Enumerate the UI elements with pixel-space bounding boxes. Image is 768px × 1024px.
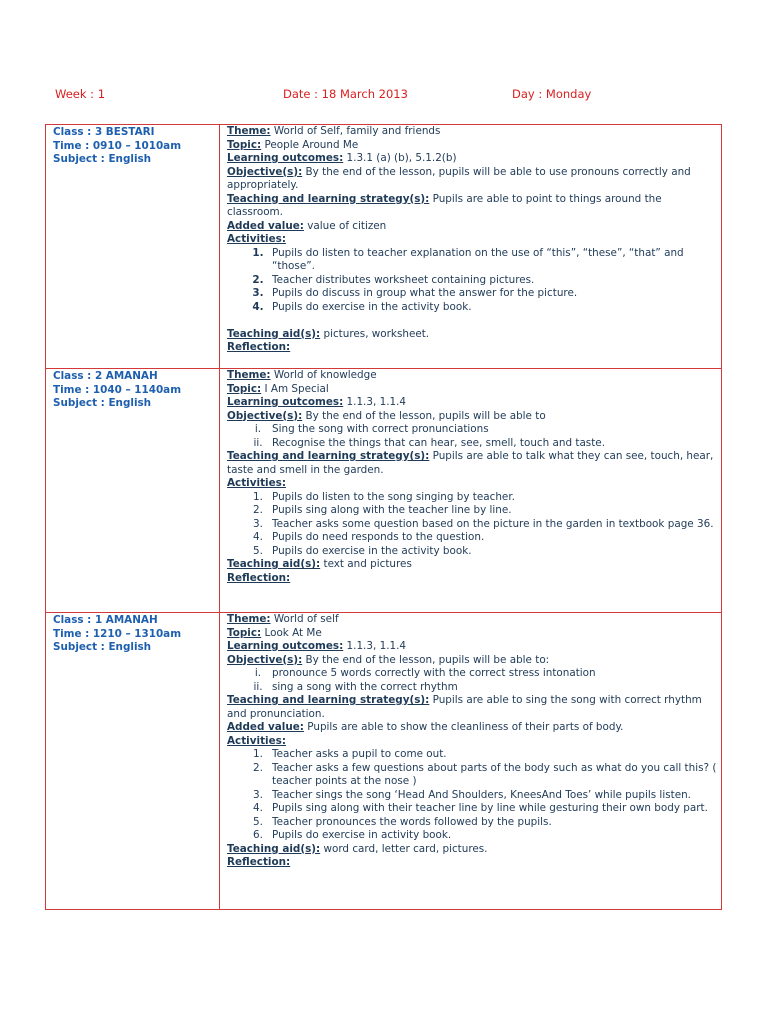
topic-value: People Around Me xyxy=(261,138,359,151)
activity-item xyxy=(227,762,717,789)
outcomes-label: Learning outcomes: xyxy=(227,152,344,164)
objective-value: By the end of the lesson, pupils will be able to xyxy=(302,409,546,422)
activity-text: Pupils do exercise in the activity book. xyxy=(272,300,472,313)
value-label: Added value: xyxy=(227,219,304,232)
objective-number: ii. xyxy=(253,680,263,693)
aids-label: Teaching aid(s): xyxy=(227,558,321,570)
topic-line xyxy=(227,139,717,153)
strategy-line xyxy=(227,450,717,477)
aids-value: pictures, worksheet. xyxy=(320,327,430,340)
aids-line xyxy=(227,558,717,572)
activity-item xyxy=(227,504,717,518)
activity-number: 5. xyxy=(253,544,263,557)
value-label: Added value: xyxy=(227,721,304,733)
aids-value: word card, letter card, pictures. xyxy=(320,842,488,855)
aids-line xyxy=(227,328,717,342)
activities-label: Activities: xyxy=(227,734,286,747)
activity-item xyxy=(227,531,717,545)
aids-label: Teaching aid(s): xyxy=(227,327,321,340)
outcomes-label: Learning outcomes: xyxy=(227,640,344,652)
activity-number: 6. xyxy=(253,829,263,841)
activity-number: 1. xyxy=(253,748,263,760)
topic-line xyxy=(227,383,717,397)
activity-item xyxy=(227,287,717,301)
strategy-value: Pupils are able to talk what they can see, touch, hear, taste and smell in the garden. xyxy=(227,450,714,476)
objective-number: i. xyxy=(254,667,262,679)
theme-value: World of Self, family and friends xyxy=(270,125,441,137)
time-label: Time : 1210 – 1310am xyxy=(53,627,182,640)
activity-text: Pupils sing along with the teacher line by line. xyxy=(272,504,512,516)
objective-text: Recognise the things that can hear, see, smell, touch and taste. xyxy=(272,436,605,449)
objective-line xyxy=(227,166,717,193)
activity-text: Teacher distributes worksheet containing pictures. xyxy=(272,273,535,286)
class-label: Class : 3 BESTARI xyxy=(53,126,155,138)
theme-label: Theme: xyxy=(227,369,271,381)
theme-line xyxy=(227,613,717,627)
time-label: Time : 0910 – 1010am xyxy=(53,139,182,152)
lesson-content-cell xyxy=(220,125,722,369)
activity-text: Pupils do listen to the song singing by teacher. xyxy=(272,490,515,503)
strategy-label: Teaching and learning strategy(s): xyxy=(227,694,430,706)
reflection-label: Reflection: xyxy=(227,341,291,353)
class-info-cell xyxy=(46,369,220,613)
activity-number: 2. xyxy=(253,504,263,516)
topic-value: I Am Special xyxy=(261,382,329,395)
aids-line xyxy=(227,843,717,857)
activity-item xyxy=(227,491,717,505)
outcomes-line xyxy=(227,152,717,166)
activities-label: Activities: xyxy=(227,477,286,489)
strategy-label: Teaching and learning strategy(s): xyxy=(227,192,430,205)
activity-item xyxy=(227,802,717,816)
page-header xyxy=(0,87,768,103)
class-info-cell xyxy=(46,125,220,369)
activity-item xyxy=(227,748,717,762)
activity-text: Teacher asks some question based on the picture in the garden in textbook page 36. xyxy=(272,517,714,530)
activity-text: Teacher asks a few questions about parts of the body such as what do you call this? ( teacher points at the nose ) xyxy=(272,761,717,787)
activity-number: 3. xyxy=(253,517,263,530)
objective-item xyxy=(227,437,717,451)
date-label: Date : 18 March 2013 xyxy=(283,87,408,101)
activity-item xyxy=(227,545,717,559)
objective-item xyxy=(227,667,717,681)
reflection-label: Reflection: xyxy=(227,571,291,584)
objective-line xyxy=(227,654,717,668)
week-label: Week : 1 xyxy=(55,87,106,101)
value-line xyxy=(227,220,717,234)
lesson-row xyxy=(46,369,722,613)
day-label: Day : Monday xyxy=(512,87,592,101)
objective-line xyxy=(227,410,717,424)
activity-number: 4. xyxy=(253,802,263,814)
topic-label: Topic: xyxy=(227,626,262,639)
class-label: Class : 2 AMANAH xyxy=(53,370,158,382)
activity-number: 5. xyxy=(253,815,263,828)
activity-number: 2. xyxy=(253,761,263,774)
activity-item xyxy=(227,274,717,288)
activity-item xyxy=(227,247,717,274)
activity-number: 3. xyxy=(252,287,264,299)
lesson-table xyxy=(45,124,722,910)
outcomes-label: Learning outcomes: xyxy=(227,396,344,408)
objective-text: pronounce 5 words correctly with the correct stress intonation xyxy=(272,667,596,679)
outcomes-value: 1.3.1 (a) (b), 5.1.2(b) xyxy=(343,152,457,164)
lesson-content-cell xyxy=(220,613,722,910)
activity-text: Teacher pronounces the words followed by the pupils. xyxy=(272,815,552,828)
activity-text: Teacher asks a pupil to come out. xyxy=(272,748,447,760)
theme-label: Theme: xyxy=(227,125,271,137)
topic-label: Topic: xyxy=(227,382,262,395)
activity-number: 1. xyxy=(253,490,263,503)
reflection-label: Reflection: xyxy=(227,856,291,868)
activity-number: 3. xyxy=(253,788,263,801)
objective-label: Objective(s): xyxy=(227,409,303,422)
time-label: Time : 1040 – 1140am xyxy=(53,383,182,396)
activities-label: Activities: xyxy=(227,233,286,245)
lesson-row xyxy=(46,125,722,369)
subject-label: Subject : English xyxy=(53,153,152,165)
strategy-value: Pupils are able to sing the song with correct rhythm and pronunciation. xyxy=(227,694,702,720)
activity-item xyxy=(227,301,717,315)
value-value: value of citizen xyxy=(303,219,387,232)
objective-item xyxy=(227,681,717,695)
activity-item xyxy=(227,816,717,830)
objective-text: Sing the song with correct pronunciations xyxy=(272,423,489,435)
outcomes-line xyxy=(227,396,717,410)
subject-label: Subject : English xyxy=(53,641,152,653)
activity-text: Pupils do need responds to the question. xyxy=(272,531,485,543)
strategy-label: Teaching and learning strategy(s): xyxy=(227,450,430,462)
class-info-cell xyxy=(46,613,220,910)
activity-text: Pupils do exercise in activity book. xyxy=(272,829,452,841)
activity-item xyxy=(227,829,717,843)
activity-number: 1. xyxy=(252,246,264,259)
spacer xyxy=(227,314,717,328)
theme-value: World of self xyxy=(270,613,339,625)
subject-label: Subject : English xyxy=(53,397,152,409)
outcomes-value: 1.1.3, 1.1.4 xyxy=(343,640,407,652)
theme-line xyxy=(227,125,717,139)
activity-text: Pupils sing along with their teacher line by line while gesturing their own body part. xyxy=(272,802,708,814)
aids-label: Teaching aid(s): xyxy=(227,842,321,855)
activity-item xyxy=(227,789,717,803)
activity-text: Pupils do discuss in group what the answer for the picture. xyxy=(272,287,578,299)
activity-number: 2. xyxy=(252,273,264,286)
objective-value: By the end of the lesson, pupils will be able to: xyxy=(302,653,550,666)
activity-text: Pupils do listen to teacher explanation on the use of “this”, “these”, “that” and “those”. xyxy=(272,246,684,272)
objective-label: Objective(s): xyxy=(227,653,303,666)
topic-line xyxy=(227,627,717,641)
value-value: Pupils are able to show the cleanliness of their parts of body. xyxy=(303,721,624,733)
objective-number: i. xyxy=(254,423,262,435)
value-line xyxy=(227,721,717,735)
activity-number: 4. xyxy=(253,531,263,543)
theme-label: Theme: xyxy=(227,613,271,625)
strategy-value: Pupils are able to point to things around the classroom. xyxy=(227,192,662,218)
lesson-row xyxy=(46,613,722,910)
objective-text: sing a song with the correct rhythm xyxy=(272,680,458,693)
objective-value: By the end of the lesson, pupils will be able to use pronouns correctly and appropriately. xyxy=(227,165,691,191)
activity-text: Pupils do exercise in the activity book. xyxy=(272,544,472,557)
objective-item xyxy=(227,423,717,437)
activity-item xyxy=(227,518,717,532)
outcomes-line xyxy=(227,640,717,654)
theme-value: World of knowledge xyxy=(270,369,377,381)
topic-label: Topic: xyxy=(227,138,262,151)
aids-value: text and pictures xyxy=(320,558,412,570)
theme-line xyxy=(227,369,717,383)
class-label: Class : 1 AMANAH xyxy=(53,614,158,626)
activity-number: 4. xyxy=(252,300,264,313)
strategy-line xyxy=(227,193,717,220)
objective-number: ii. xyxy=(253,436,263,449)
objective-label: Objective(s): xyxy=(227,165,303,178)
strategy-line xyxy=(227,694,717,721)
activity-text: Teacher sings the song ‘Head And Shoulders, KneesAnd Toes’ while pupils listen. xyxy=(272,788,691,801)
lesson-content-cell xyxy=(220,369,722,613)
outcomes-value: 1.1.3, 1.1.4 xyxy=(343,396,407,408)
topic-value: Look At Me xyxy=(261,626,322,639)
